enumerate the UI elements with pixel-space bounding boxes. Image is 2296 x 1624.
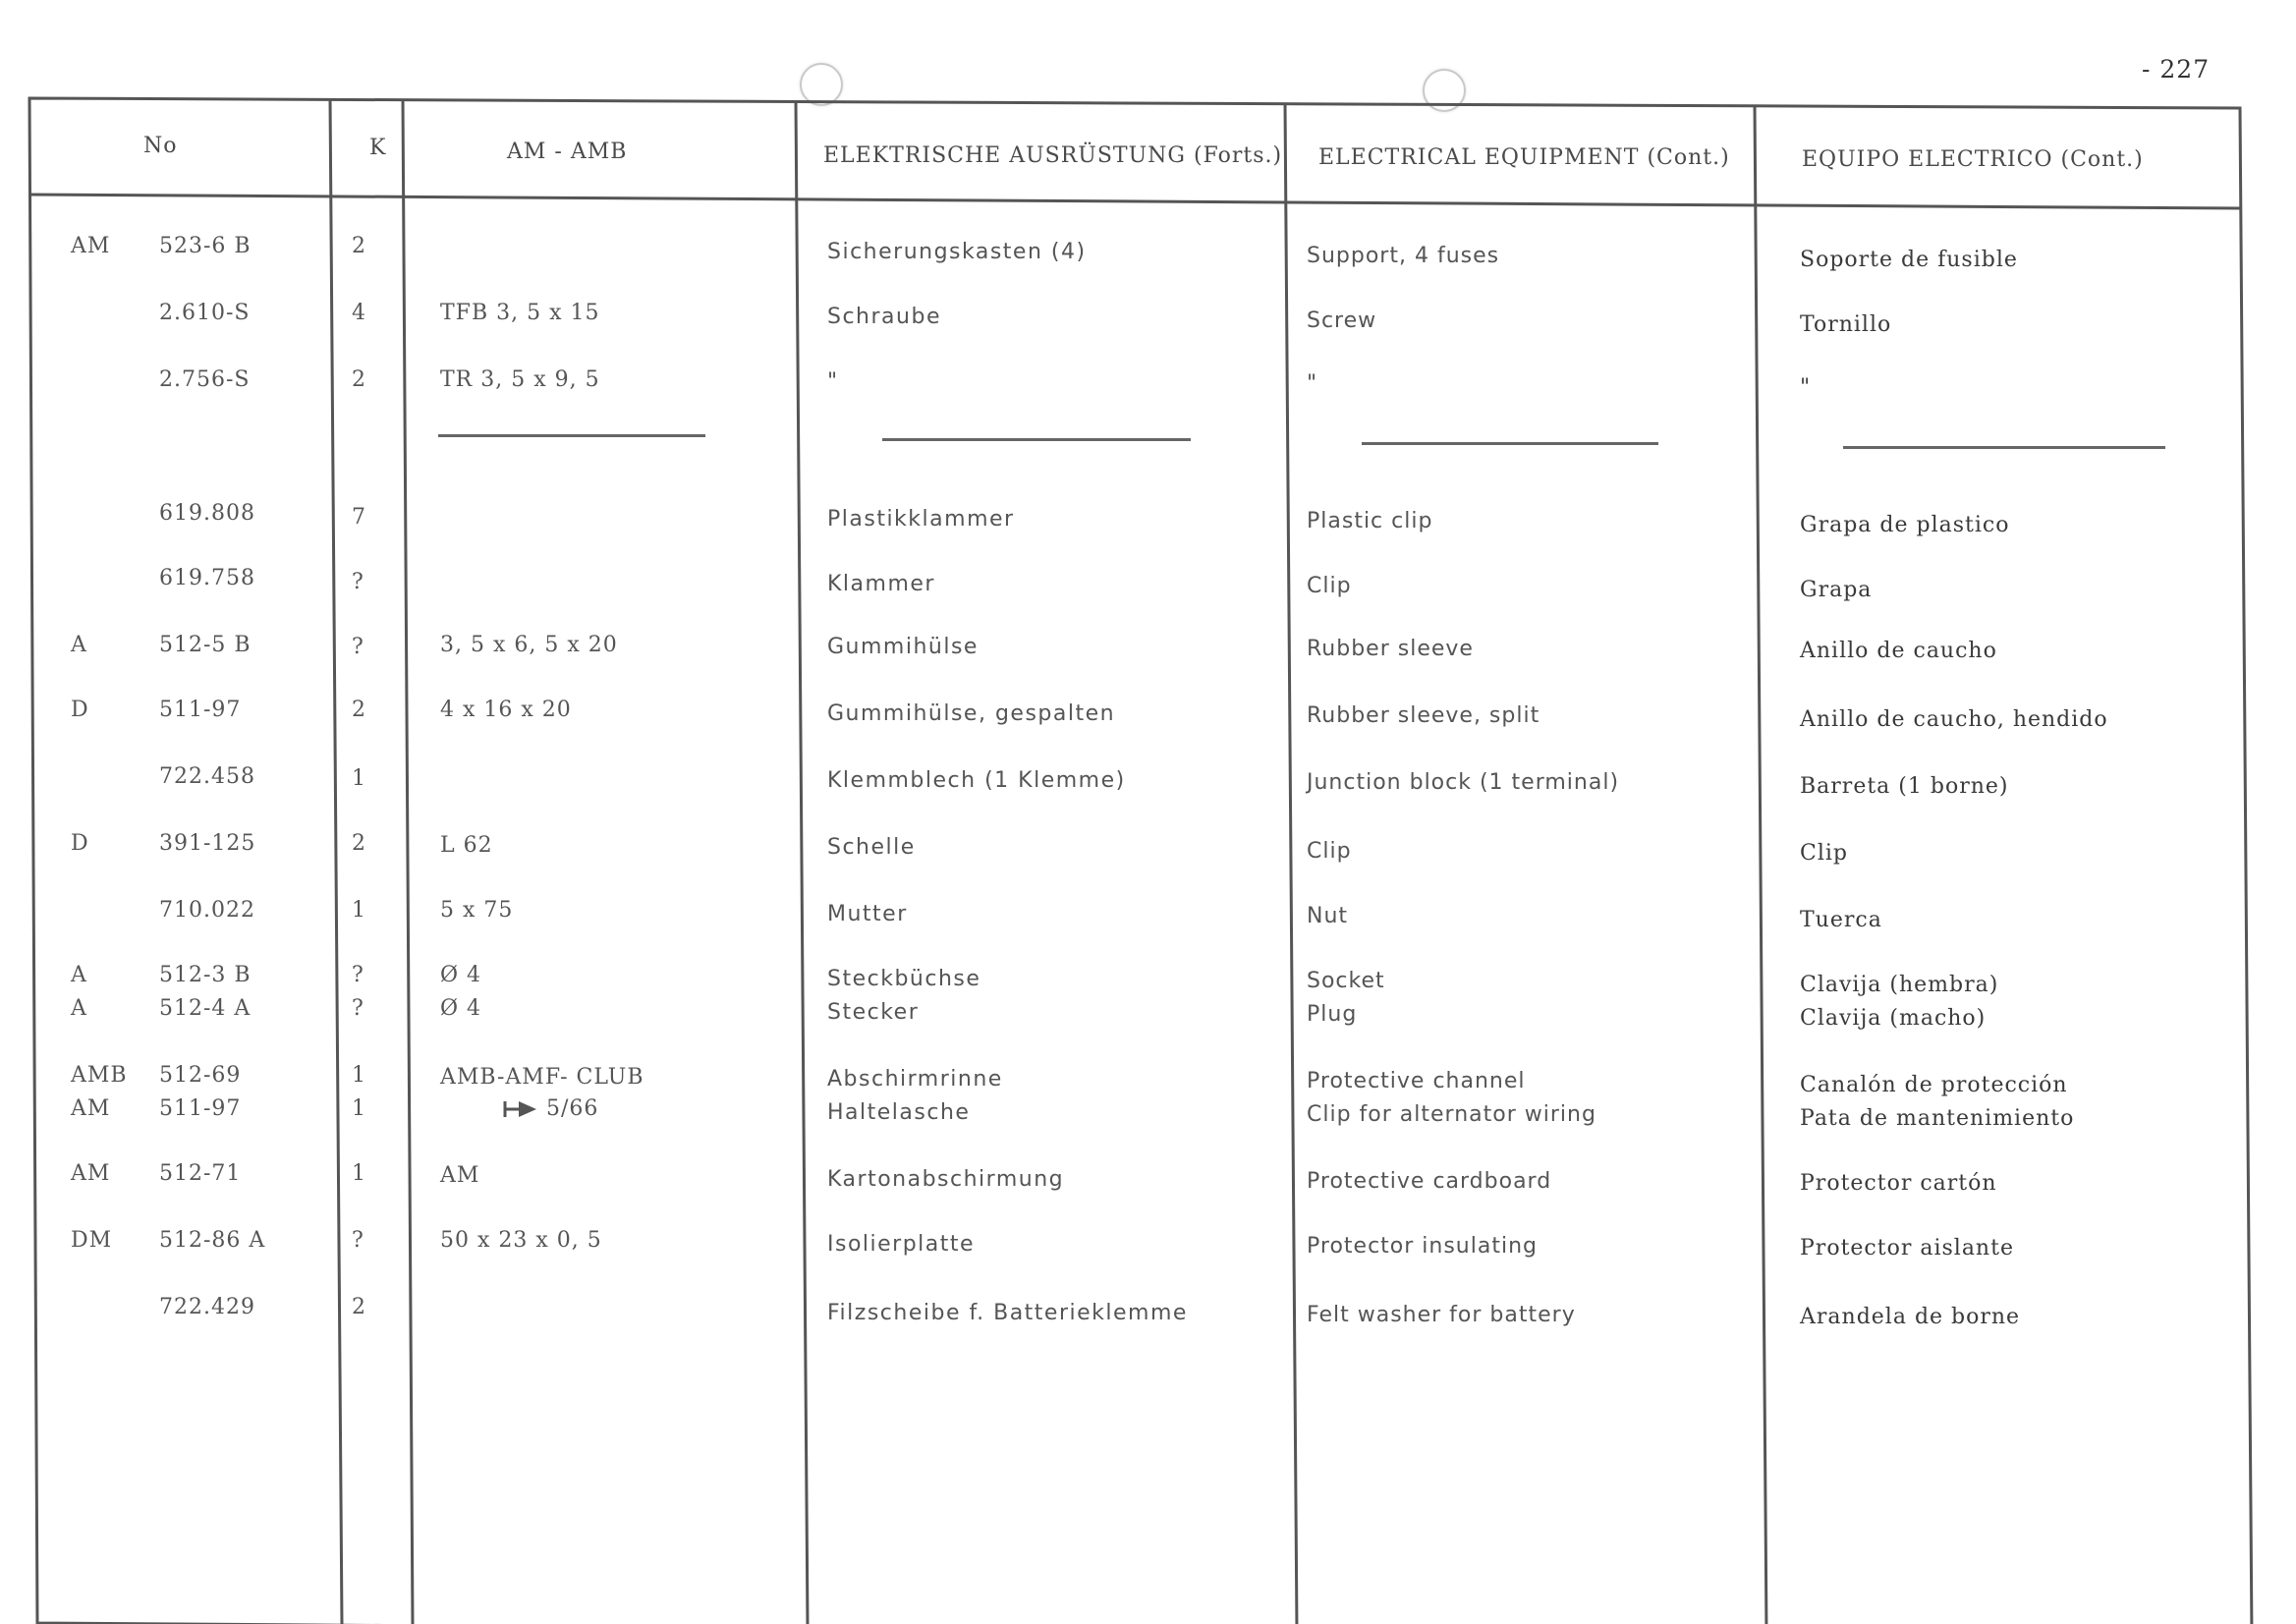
reference-text: 5/66 [546, 1096, 599, 1121]
prefix-cell: AM [71, 1096, 111, 1121]
group-separator [1362, 442, 1658, 445]
table-row [0, 698, 2296, 737]
english-description-cell: Felt washer for battery [1307, 1303, 1576, 1327]
english-description-cell: Rubber sleeve, split [1307, 703, 1540, 728]
table-row [0, 501, 2296, 540]
quantity-cell: 1 [352, 1063, 366, 1088]
am-amb-cell: 5 x 75 [440, 898, 514, 923]
quantity-cell: 1 [352, 1161, 366, 1186]
german-description-cell: Filzscheibe f. Batterieklemme [827, 1301, 1188, 1325]
part-number-cell: 2.756-S [159, 367, 251, 392]
am-amb-cell: TFB 3, 5 x 15 [440, 301, 600, 325]
page-number: - 227 [2142, 55, 2211, 84]
part-number-cell: 619.758 [159, 566, 255, 590]
quantity-cell: 2 [352, 698, 366, 722]
prefix-cell: D [71, 698, 89, 722]
part-number-cell: 512-4 A [159, 996, 252, 1021]
spanish-description-cell: Soporte de fusible [1800, 248, 2018, 272]
spanish-description-cell: Grapa de plastico [1800, 513, 2010, 537]
prefix-cell: A [71, 633, 87, 657]
spanish-description-cell: Tuerca [1800, 908, 1882, 932]
group-separator [438, 434, 705, 437]
column-header-no: No [143, 134, 178, 158]
part-number-cell: 2.610-S [159, 301, 251, 325]
quantity-cell: 2 [352, 367, 366, 392]
part-number-cell: 619.808 [159, 501, 255, 526]
table-row [0, 898, 2296, 937]
part-number-cell: 722.429 [159, 1295, 255, 1319]
quantity-cell: 2 [352, 234, 366, 258]
german-description-cell: Haltelasche [827, 1100, 971, 1125]
am-amb-cell: AM [440, 1163, 480, 1188]
quantity-cell: ? [352, 996, 364, 1021]
english-description-cell: Clip for alternator wiring [1307, 1102, 1596, 1127]
table-row [0, 1161, 2296, 1201]
english-description-cell: Support, 4 fuses [1307, 244, 1500, 268]
table-row [0, 633, 2296, 672]
table-row [0, 234, 2296, 273]
part-number-cell: 523-6 B [159, 234, 252, 258]
german-description-cell: Plastikklammer [827, 507, 1015, 532]
english-description-cell: Protective cardboard [1307, 1169, 1552, 1194]
german-description-cell: " [827, 369, 839, 394]
quantity-cell: 1 [352, 898, 366, 923]
german-description-cell: Gummihülse, gespalten [827, 701, 1116, 726]
quantity-cell: 2 [352, 1295, 366, 1319]
am-amb-cell: Ø 4 [440, 963, 482, 987]
spanish-description-cell: Clavija (hembra) [1800, 973, 1999, 997]
german-description-cell: Mutter [827, 902, 908, 926]
quantity-cell: 7 [352, 505, 366, 530]
am-amb-cell [440, 1096, 598, 1121]
group-separator [882, 438, 1191, 441]
part-number-cell: 722.458 [159, 764, 255, 789]
german-description-cell: Steckbüchse [827, 967, 981, 991]
german-description-cell: Klammer [827, 572, 935, 596]
am-amb-cell: L 62 [440, 833, 493, 858]
german-description-cell: Sicherungskasten (4) [827, 240, 1087, 264]
german-description-cell: Gummihülse [827, 635, 979, 659]
spanish-description-cell: Barreta (1 borne) [1800, 774, 2009, 799]
table-row [0, 1295, 2296, 1334]
table-row [0, 566, 2296, 605]
quantity-cell: ? [352, 570, 364, 594]
am-amb-cell: 3, 5 x 6, 5 x 20 [440, 633, 618, 657]
prefix-cell: AMB [71, 1063, 128, 1088]
prefix-cell: AM [71, 234, 111, 258]
quantity-cell: ? [352, 1228, 364, 1253]
english-description-cell: Protector insulating [1307, 1234, 1538, 1259]
spanish-description-cell: Tornillo [1800, 312, 1892, 337]
german-description-cell: Schelle [827, 835, 916, 860]
am-amb-cell: AMB-AMF- CLUB [440, 1065, 644, 1090]
english-description-cell: Socket [1307, 969, 1385, 993]
part-number-cell: 511-97 [159, 698, 242, 722]
spanish-description-cell: Pata de mantenimiento [1800, 1106, 2075, 1131]
table-row [0, 831, 2296, 870]
english-description-cell: Protective channel [1307, 1069, 1526, 1093]
column-header-k: K [369, 136, 387, 160]
table-row [0, 996, 2296, 1036]
part-number-cell: 512-86 A [159, 1228, 266, 1253]
spanish-description-cell: Protector cartón [1800, 1171, 1997, 1196]
am-amb-cell: 50 x 23 x 0, 5 [440, 1228, 602, 1253]
table-row [0, 1096, 2296, 1136]
spanish-description-cell: Anillo de caucho [1800, 639, 1997, 663]
prefix-cell: DM [71, 1228, 113, 1253]
english-description-cell: Nut [1307, 904, 1349, 928]
english-description-cell: Screw [1307, 308, 1377, 333]
spanish-description-cell: Clavija (macho) [1800, 1006, 1987, 1031]
prefix-cell: A [71, 996, 87, 1021]
part-number-cell: 511-97 [159, 1096, 242, 1121]
am-amb-cell: TR 3, 5 x 9, 5 [440, 367, 600, 392]
english-description-cell: Clip [1307, 839, 1352, 864]
english-description-cell: Rubber sleeve [1307, 637, 1474, 661]
part-number-cell: 512-71 [159, 1161, 242, 1186]
english-description-cell: Junction block (1 terminal) [1307, 770, 1620, 795]
english-description-cell: " [1307, 371, 1318, 396]
part-number-cell: 512-3 B [159, 963, 252, 987]
quantity-cell: 4 [352, 301, 366, 325]
spanish-description-cell: Grapa [1800, 578, 1873, 602]
german-description-cell: Isolierplatte [827, 1232, 976, 1257]
part-number-cell: 512-5 B [159, 633, 252, 657]
prefix-cell: D [71, 831, 89, 856]
prefix-cell: A [71, 963, 87, 987]
spanish-description-cell: Anillo de caucho, hendido [1800, 707, 2108, 732]
german-description-cell: Abschirmrinne [827, 1067, 1003, 1092]
quantity-cell: 1 [352, 766, 366, 791]
am-amb-cell: 4 x 16 x 20 [440, 698, 572, 722]
column-header-english: ELECTRICAL EQUIPMENT (Cont.) [1318, 145, 1730, 170]
german-description-cell: Schraube [827, 305, 941, 329]
table-row [0, 301, 2296, 340]
spanish-description-cell: Protector aislante [1800, 1236, 2014, 1260]
english-description-cell: Clip [1307, 574, 1352, 598]
english-description-cell: Plug [1307, 1002, 1358, 1027]
table-row [0, 1228, 2296, 1267]
prefix-cell: AM [71, 1161, 111, 1186]
german-description-cell: Kartonabschirmung [827, 1167, 1065, 1192]
part-number-cell: 710.022 [159, 898, 255, 923]
quantity-cell: ? [352, 963, 364, 987]
german-description-cell: Klemmblech (1 Klemme) [827, 768, 1126, 793]
am-amb-cell: Ø 4 [440, 996, 482, 1021]
quantity-cell: 2 [352, 831, 366, 856]
group-separator [1843, 446, 2165, 449]
table-row [0, 367, 2296, 407]
table-row [0, 764, 2296, 804]
english-description-cell: Plastic clip [1307, 509, 1433, 533]
part-number-cell: 391-125 [159, 831, 256, 856]
part-number-cell: 512-69 [159, 1063, 242, 1088]
quantity-cell: 1 [352, 1096, 366, 1121]
spanish-description-cell: Arandela de borne [1800, 1305, 2021, 1329]
quantity-cell: ? [352, 635, 364, 659]
column-header-german: ELEKTRISCHE AUSRÜSTUNG (Forts.) [823, 143, 1283, 168]
spanish-description-cell: " [1800, 375, 1812, 400]
column-header-spanish: EQUIPO ELECTRICO (Cont.) [1802, 147, 2144, 172]
spanish-description-cell: Canalón de protección [1800, 1073, 2068, 1097]
german-description-cell: Stecker [827, 1000, 920, 1025]
spanish-description-cell: Clip [1800, 841, 1848, 866]
column-header-am-amb: AM - AMB [507, 140, 628, 164]
reference-arrow-icon [503, 1099, 540, 1119]
